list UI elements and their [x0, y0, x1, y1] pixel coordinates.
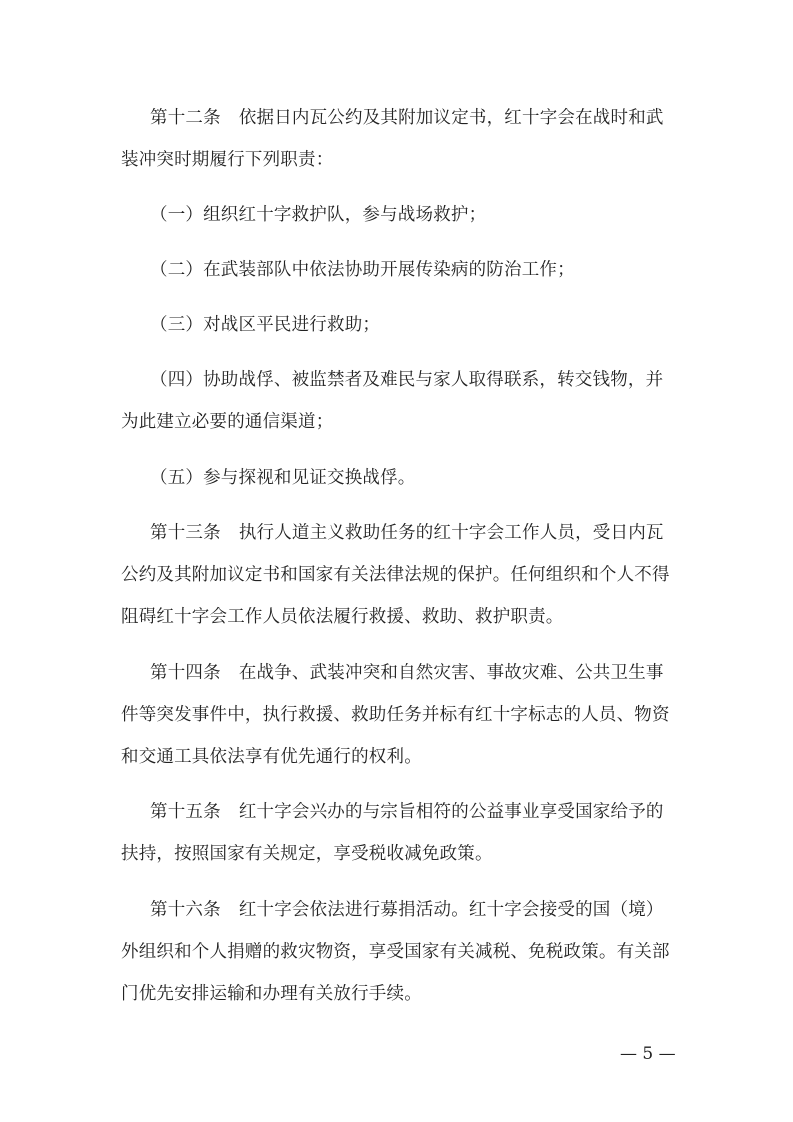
article-13-label: 第十三条: [150, 523, 221, 543]
article-13-text-1: 执行人道主义救助任务的红十字会工作人员，受日内瓦: [238, 523, 664, 543]
article-16-line-3: 门优先安排运输和办理有关放行手续。: [121, 984, 422, 1004]
article-14-text-1: 在战争、武装冲突和自然灾害、事故灾难、公共卫生事: [238, 663, 664, 683]
duty-item-1: （一）组织红十字救护队，参与战场救护；: [150, 205, 487, 225]
article-12-text-1: 依据日内瓦公约及其附加议定书，红十字会在战时和武: [238, 108, 664, 128]
article-15-text-1: 红十字会兴办的与宗旨相符的公益事业享受国家给予的: [238, 802, 664, 822]
page-number: — 5 —: [620, 1044, 676, 1064]
duty-item-4-line-2: 为此建立必要的通信渠道；: [121, 412, 334, 432]
duty-item-5: （五）参与探视和见证交换战俘。: [150, 468, 416, 488]
duty-item-2: （二）在武装部队中依法协助开展传染病的防治工作；: [150, 260, 575, 280]
duty-item-3: （三）对战区平民进行救助；: [150, 315, 381, 335]
article-14-line-3: 和交通工具依法享有优先通行的权利。: [121, 747, 422, 767]
article-12-line-2: 装冲突时期履行下列职责：: [121, 150, 334, 170]
article-13-line-3: 阻碍红十字会工作人员依法履行救援、救助、救护职责。: [121, 607, 564, 627]
article-14-line-1: [150, 661, 710, 685]
duty-item-4-line-1: （四）协助战俘、被监禁者及难民与家人取得联系，转交钱物，并: [150, 370, 664, 390]
article-15-line-1: [150, 800, 710, 824]
article-16-text-1: 红十字会依法进行募捐活动。红十字会接受的国（境）: [238, 900, 664, 920]
article-15-label: 第十五条: [150, 802, 221, 822]
article-16-label: 第十六条: [150, 900, 221, 920]
article-13-line-1: [150, 521, 710, 545]
article-16-line-1: [150, 898, 710, 922]
article-12-label: 第十二条: [150, 108, 221, 128]
article-13-line-2: 公约及其附加议定书和国家有关法律法规的保护。任何组织和个人不得: [121, 565, 670, 585]
article-14-line-2: 件等突发事件中，执行救援、救助任务并标有红十字标志的人员、物资: [121, 705, 670, 725]
article-16-line-2: 外组织和个人捐赠的救灾物资，享受国家有关减税、免税政策。有关部: [121, 942, 670, 962]
article-14-label: 第十四条: [150, 663, 221, 683]
article-15-line-2: 扶持，按照国家有关规定，享受税收减免政策。: [121, 844, 493, 864]
article-12-line-1: [150, 106, 710, 130]
